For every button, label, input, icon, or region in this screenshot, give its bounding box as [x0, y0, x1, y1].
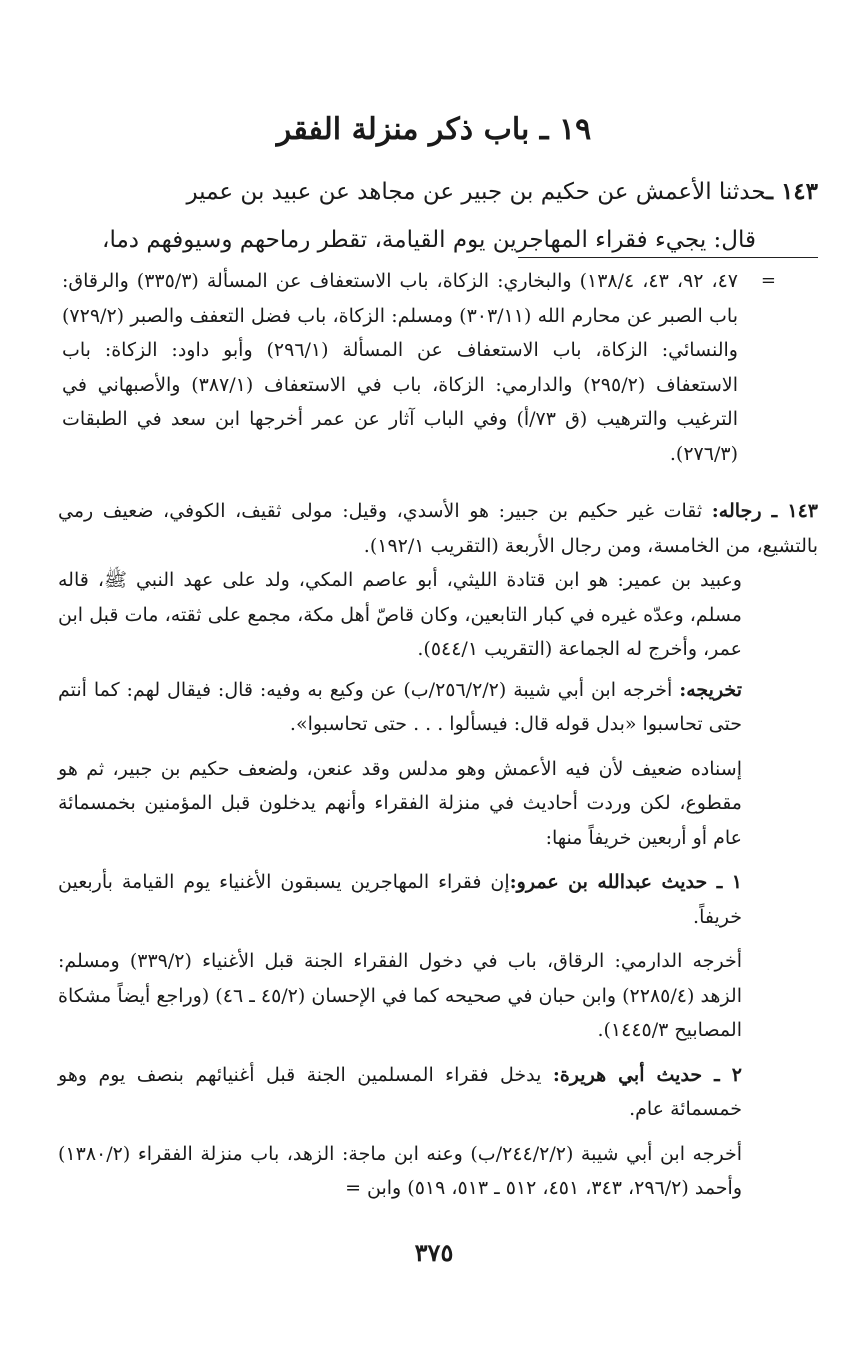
hadith-text: [48, 168, 818, 264]
rijal-label: ١٤٣ ـ رجاله:: [711, 500, 819, 522]
rijal-paragraph: [58, 494, 818, 563]
footnote-continuation-mark: =: [760, 270, 776, 291]
rijal-paragraph-2: وعبيد بن عمير: هو ابن قتادة الليثي، أبو عاصم المكي، ولد على عهد النبي ﷺ، قاله مسلم، وعدّه غيره في كبار التابعين، وكان قاصّ أهل مكة، مجمع على ثقته، مات قبل ابن عمر، وأخرج له الجماعة (التقريب ٥٤٤/١).: [58, 569, 742, 660]
rijal-text: ثقات غير حكيم بن جبير: هو الأسدي، وقيل: مولى ثقيف، الكوفي، ضعيف رمي بالتشيع، من الخامسة، ومن رجال الأربعة (التقريب ١٩٢/١).: [58, 500, 818, 557]
hadith-item-1-text: إن فقراء المهاجرين يسبقون الأغنياء يوم القيامة بأربعين خريفاً.: [58, 871, 742, 928]
takhrij-label: تخريجه:: [679, 678, 742, 701]
hadith-item-1-source: أخرجه الدارمي: الرقاق، باب في دخول الفقراء الجنة قبل الأغنياء (٣٣٩/٢) ومسلم: الزهد (٢٢٨٥/٤) وابن حبان في صحيحه كما في الإحسان (٤٥/٢ ـ ٤٦) (وراجع أيضاً مشكاة المصابيح ١٤٤٥/٣).: [58, 950, 742, 1041]
hadith-number: ١٤٣ ـ: [766, 178, 818, 205]
footnote-text: ٤٧، ٩٢، ٤٣، ١٣٨/٤) والبخاري: الزكاة، باب الاستعفاف عن المسألة (٣٣٥/٣) والرقاق: باب الصبر عن محارم الله (٣٠٣/١١) ومسلم: الزكاة، باب فضل التعفف والصبر (٧٢٩/٢) والنسائي: الزكاة، باب الاستعفاف عن المسألة (٢٩٦/١) وأبو داود: الزكاة: باب الاستعفاف (٢٩٥/٢) والدارمي: الزكاة، باب في الاستعفاف (٣٨٧/١) والأصبهاني في الترغيب والترهيب (ق ٧٣/أ) وفي الباب آثار عن عمر أخرجها ابن سعد في الطبقات (٢٧٦/٣).: [62, 270, 739, 465]
notes-section: [58, 494, 818, 1206]
hadith-item-2: [58, 1058, 818, 1127]
hadith-item-2-text: يدخل فقراء المسلمين الجنة قبل أغنيائهم بنصف يوم وهو خمسمائة عام.: [58, 1063, 742, 1120]
isnad-paragraph: إسناده ضعيف لأن فيه الأعمش وهو مدلس وقد عنعن، ولضعف حكيم بن جبير، ثم هو مقطوع، لكن وردت أحاديث في منزلة الفقراء وأنهم يدخلون قبل المؤمنين بخمسمائة عام أو أربعين خريفاً منها:: [58, 757, 742, 849]
hadith-line-1: [48, 168, 818, 216]
hadith-item-2-source: أخرجه ابن أبي شيبة (٢٤٤/٢/٢/ب) وعنه ابن ماجة: الزهد، باب منزلة الفقراء (١٣٨٠/٢) وأحمد (٢٩٦/٢، ٣٤٣، ٤٥١، ٥١٢ ـ ٥١٣، ٥١٩) وابن =: [58, 1142, 742, 1199]
hadith-item-1: [58, 865, 818, 934]
page-number: ٣٧٥: [414, 1238, 454, 1267]
takhrij-paragraph: [58, 673, 818, 742]
takhrij-text: أخرجه ابن أبي شيبة (٢٥٦/٢/٢/ب) عن وكيع به وفيه: قال: فيقال لهم: كما أنتم حتى تحاسبوا «بدل قوله قال: فيسألوا . . . حتى تحاسبوا».: [58, 678, 742, 735]
hadith-line-2: قال: يجيء فقراء المهاجرين يوم القيامة، تقطر رماحهم وسيوفهم دما،: [102, 227, 756, 253]
hadith-line-1-text: حدثنا الأعمش عن حكيم بن جبير عن مجاهد عن عبيد بن عمير: [186, 179, 767, 205]
hadith-item-2-label: ٢ ـ حديث أبي هريرة:: [552, 1063, 742, 1086]
footnote-separator: [518, 257, 818, 258]
chapter-title: ١٩ ـ باب ذكر منزلة الفقر: [276, 112, 592, 147]
hadith-item-1-label: ١ ـ حديث عبدالله بن عمرو:: [509, 871, 742, 893]
